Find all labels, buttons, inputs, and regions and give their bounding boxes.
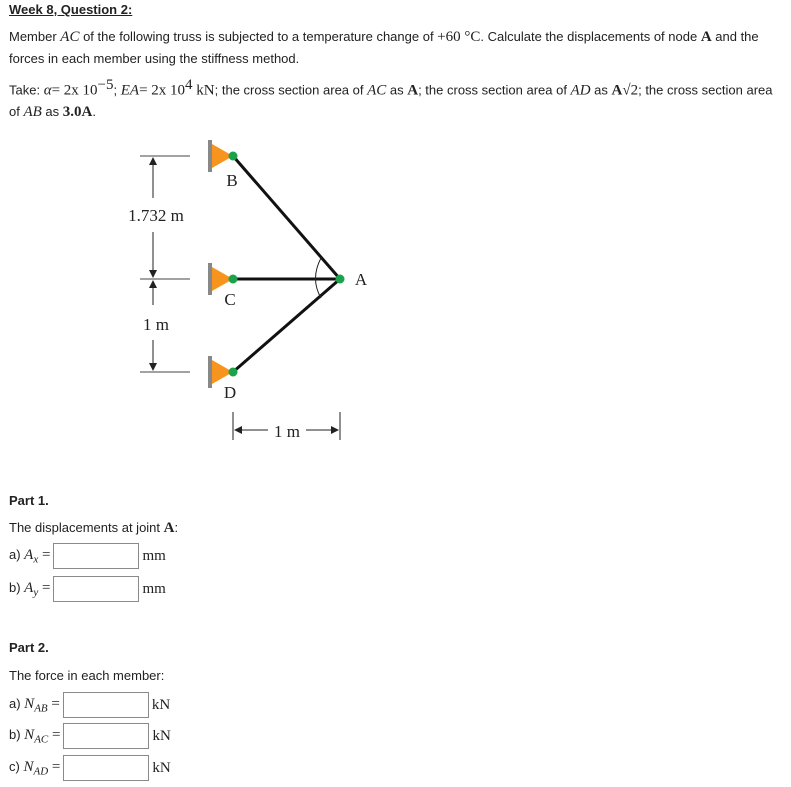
text-fragment: ; the cross section area of <box>418 82 571 98</box>
text-fragment: Take: <box>9 82 44 98</box>
answer-row-nab <box>9 692 170 718</box>
label-a: A <box>354 270 368 289</box>
answer-label: c) $N_{AD}$ = <box>9 758 61 778</box>
math-sqrt2: √2 <box>622 82 639 99</box>
math-alpha: α <box>43 82 52 99</box>
node-c <box>229 275 238 284</box>
math-alpha-value: = 2x 10 <box>51 82 98 99</box>
math-ad: AD <box>570 82 591 99</box>
nab-input[interactable] <box>63 692 149 718</box>
dim-label-vertical-top: 1.732 m <box>128 206 184 225</box>
math-ea-unit: kN <box>192 82 215 99</box>
truss-diagram <box>0 130 791 450</box>
support-wall-b <box>208 140 212 172</box>
math-node-a: A <box>163 520 175 536</box>
problem-statement <box>9 26 779 69</box>
unit-label: mm <box>142 580 166 597</box>
dim-label-horizontal: 1 m <box>274 422 300 441</box>
math-node-a: A <box>700 29 712 45</box>
support-wall-d <box>208 356 212 388</box>
math-temperature: +60 °C <box>437 29 481 45</box>
text-fragment: as <box>590 82 612 98</box>
answer-row-ay <box>9 576 166 602</box>
part2-intro: The force in each member: <box>9 668 165 683</box>
label-d: D <box>223 383 237 402</box>
question-title: Week 8, Question 2: <box>9 2 133 17</box>
math-alpha-exponent: −5 <box>97 77 114 93</box>
label-b: B <box>226 171 238 190</box>
nad-input[interactable] <box>63 755 149 781</box>
math-ab: AB <box>23 104 42 121</box>
math-ea: EA <box>120 82 140 99</box>
text-fragment: ; the cross section area of <box>9 82 773 120</box>
text-fragment: of the following truss is subjected to a temperature change of <box>79 29 438 44</box>
ay-input[interactable] <box>53 576 139 602</box>
math-area: A <box>611 82 623 99</box>
text-fragment: : <box>174 520 179 535</box>
math-ea-exponent: 4 <box>185 77 193 93</box>
member-ad <box>233 279 340 372</box>
unit-label: kN <box>152 727 171 744</box>
text-fragment: as <box>41 104 63 120</box>
node-a <box>336 275 345 284</box>
node-d <box>229 368 238 377</box>
answer-row-ax <box>9 543 166 569</box>
text-fragment: ; the cross section area of <box>214 82 368 98</box>
part1-heading: Part 1. <box>9 493 49 508</box>
text-fragment: Member <box>9 29 61 44</box>
answer-row-nac <box>9 723 171 749</box>
unit-label: kN <box>152 759 171 776</box>
ax-input[interactable] <box>53 543 139 569</box>
unit-label: mm <box>142 547 166 564</box>
part2-heading: Part 2. <box>9 640 49 655</box>
node-b <box>229 152 238 161</box>
answer-label: a) $A_x$ = <box>9 546 51 566</box>
text-fragment: The displacements at joint <box>9 520 164 535</box>
math-ac: AC <box>367 82 387 99</box>
answer-row-nad <box>9 755 171 781</box>
answer-label: b) $A_y$ = <box>9 579 51 599</box>
answer-label: b) $N_{AC}$ = <box>9 726 61 746</box>
math-area: A <box>407 82 419 99</box>
label-c: C <box>224 290 236 309</box>
given-values <box>9 75 779 123</box>
support-wall-c <box>208 263 212 295</box>
answer-label: a) $N_{AB}$ = <box>9 695 60 715</box>
member-ab <box>233 156 340 279</box>
text-fragment: . <box>92 104 96 120</box>
math-ea-value: = 2x 10 <box>139 82 186 99</box>
math-ac: AC <box>60 29 80 45</box>
text-fragment: as <box>386 82 408 98</box>
text-fragment: ; <box>113 82 121 98</box>
part1-intro <box>9 520 178 537</box>
nac-input[interactable] <box>63 723 149 749</box>
text-fragment: . Calculate the displacements of node <box>480 29 701 44</box>
dim-label-vertical-bottom: 1 m <box>143 315 169 334</box>
text-fragment: and the forces in each member using the stiffness method. <box>9 29 759 66</box>
math-area-3a: 3.0A <box>62 104 93 121</box>
unit-label: kN <box>151 696 171 713</box>
